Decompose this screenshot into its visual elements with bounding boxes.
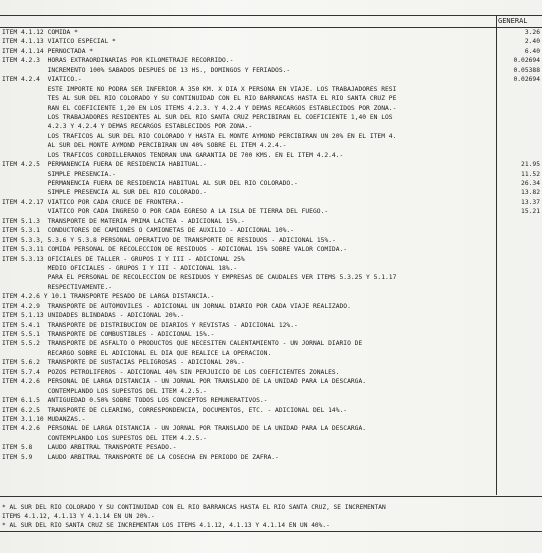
item-code: ITEM 4.2.6	[2, 425, 40, 433]
item-description: PARA EL PERSONAL DE RECOLECCION DE RESIDUOS Y EMPRESAS DE CAUDALES VER ITEMS 5.3.25 Y 5.1.17	[47, 274, 397, 282]
item-description: LAUDO ARBITRAL TRANSPORTE DE LA COSECHA EN PERIODO DE ZAFRA.-	[47, 453, 279, 461]
item-description: POZOS PETROLIFEROS - ADICIONAL 40% SIN PERJUICIO DE LOS COEFICIENTES ZONALES.	[47, 368, 340, 376]
item-description: VIATICO POR CADA CRUCE DE FRONTERA.-	[47, 198, 185, 206]
item-code: ITEM 5.9	[2, 453, 33, 461]
item-code: ITEM 4.2.6	[2, 378, 40, 386]
item-description: UNIDADES BLINDADAS - ADICIONAL 20%.-	[47, 312, 185, 320]
item-description: VIATICO ESPECIAL *	[47, 38, 116, 46]
table-row	[2, 396, 542, 405]
table-row	[2, 170, 542, 179]
table-row	[2, 66, 542, 75]
item-description: VIATICO.-	[47, 76, 82, 84]
item-description: MEDIO OFICIALES - GRUPOS I Y III - ADICIONAL 18%.-	[47, 264, 238, 272]
table-row	[2, 321, 542, 330]
item-code: ITEM 4.1.13	[2, 38, 44, 46]
item-code: ITEM 6.1.5	[2, 397, 40, 405]
table-row	[2, 434, 542, 443]
table-row	[2, 226, 542, 235]
item-description: TRANSPORTE DE SUSTACIAS PELIGROSAS - ADICIONAL 20%.-	[47, 359, 245, 367]
table-row	[2, 56, 542, 65]
footnote-line: * AL SUR DEL RIO COLORADO Y SU CONTINUIDAD CON EL RIO BARRANCAS HASTA EL RIO SANTA CRUZ, SE INCREMENTAN	[2, 504, 386, 511]
table-row	[2, 207, 542, 216]
item-code: ITEM 4.2.6 Y 10.1	[2, 293, 67, 301]
general-value: 15.21	[521, 208, 540, 216]
item-code: ITEM 5.3.3, 5.3.6 Y 5.3.8	[2, 236, 97, 244]
table-row	[2, 368, 542, 377]
item-code: ITEM 3.1.10	[2, 415, 44, 423]
item-code: ITEM 5.5.2	[2, 340, 40, 348]
table-row	[2, 151, 542, 160]
items-table	[2, 28, 542, 462]
item-description: SIMPLE PRESENCIA.-	[47, 170, 116, 178]
table-row	[2, 104, 542, 113]
general-value: 0.05388	[513, 66, 540, 74]
footnote-line: ITEMS 4.1.12, 4.1.13 Y 4.1.14 EN UN 20%.-	[2, 513, 155, 520]
table-row	[2, 377, 542, 386]
item-code: ITEM 5.1.13	[2, 312, 44, 320]
table-row	[2, 415, 542, 424]
table-row	[2, 311, 542, 320]
table-row	[2, 339, 542, 348]
item-description: COMIDA *	[47, 29, 78, 36]
table-row	[2, 443, 542, 452]
general-value: 0.02694	[513, 76, 540, 84]
table-row	[2, 132, 542, 141]
table-row	[2, 387, 542, 396]
item-description: PERNOCTADA *	[47, 47, 94, 55]
item-code: ITEM 5.8	[2, 444, 33, 452]
item-description: TRANSPORTE DE ASFALTO O PRODUCTOS QUE NECESITEN CALENTAMIENTO - UN JORNAL DIARIO DE	[47, 340, 363, 348]
item-description: TRANSPORTE DE COMBUSTIBLES - ADICIONAL 15%.-	[47, 331, 215, 338]
table-row	[2, 141, 542, 150]
item-description: LOS TRAFICOS AL SUR DEL RIO COLORADO Y HASTA EL MONTE AYMOND PERCIBIRAN UN 20% EN EL ITEM 4.	[47, 132, 397, 140]
footer-top-line	[0, 496, 542, 497]
item-description: OFICIALES DE TALLER - GRUPOS I Y III - ADICIONAL 25%	[47, 255, 245, 263]
item-code: ITEM 5.3.13	[2, 255, 44, 263]
table-row	[2, 37, 542, 46]
item-code: ITEM 5.4.1	[2, 321, 40, 329]
table-row	[2, 255, 542, 264]
table-row	[2, 330, 542, 339]
table-row	[2, 75, 542, 84]
table-row	[2, 283, 542, 292]
item-description: AL SUR DEL MONTE AYMOND PERCIBIRAN UN 40% SOBRE EL ITEM 4.2.4.-	[47, 142, 287, 150]
table-row	[2, 358, 542, 367]
item-description: TRANSPORTE PESADO DE LARGA DISTANCIA.-	[70, 293, 215, 301]
item-code: ITEM 4.2.5	[2, 161, 40, 169]
item-description: PERSONAL DE LARGA DISTANCIA - UN JORNAL POR TRANSLADO DE LA UNIDAD PARA LA DESCARGA.	[47, 425, 367, 433]
item-description: TRANSPORTE DE MATERIA PRIMA LACTEA - ADICIONAL 15%.-	[47, 217, 245, 225]
item-description: INCREMENTO 100% SABADOS DESPUES DE 13 HS., DOMINGOS Y FERIADOS.-	[47, 66, 291, 74]
table-row	[2, 113, 542, 122]
footnotes-block	[2, 503, 492, 530]
item-description: RESPECTIVAMENTE.-	[47, 283, 113, 291]
general-column-header: GENERAL	[498, 17, 528, 25]
general-value: 11.52	[521, 170, 540, 178]
item-description: CONDUCTORES DE CAMIONES O CAMIONETAS DE AUXILIO - ADICIONAL 10%.-	[47, 227, 295, 235]
item-description: LOS TRABAJADORES RESIDENTES AL SUR DEL RIO SANTA CRUZ PERCIBIRAN EL COEFICIENTE 1,40 EN LOS	[47, 113, 393, 121]
table-row	[2, 122, 542, 131]
table-row	[2, 217, 542, 226]
general-value: 6.40	[524, 47, 540, 55]
item-description: ANTIGUEDAD 0.50% SOBRE TODOS LOS CONCEPTOS REMUNERATIVOS.-	[47, 397, 268, 405]
table-row	[2, 406, 542, 415]
table-row	[2, 236, 542, 245]
table-row	[2, 47, 542, 56]
general-value: 2.40	[524, 38, 540, 46]
item-description: TRANSPORTE DE DISTRIBUCION DE DIARIOS Y REVISTAS - ADICIONAL 12%.-	[47, 321, 298, 329]
table-row	[2, 292, 542, 301]
table-row	[2, 94, 542, 103]
item-code: ITEM 5.5.1	[2, 331, 40, 338]
item-description: PERSONAL DE LARGA DISTANCIA - UN JORNAL POR TRANSLADO DE LA UNIDAD PARA LA DESCARGA.	[47, 378, 367, 386]
item-code: ITEM 4.2.9	[2, 302, 40, 310]
item-description: SIMPLE PRESENCIA AL SUR DEL RIO COLORADO.-	[47, 189, 207, 197]
item-description: RECARGO SOBRE EL ADICIONAL EL DIA QUE REALICE LA OPERACION.	[47, 349, 272, 357]
top-border-line	[0, 15, 542, 16]
item-code: ITEM 4.2.17	[2, 198, 44, 206]
item-description: 4.2.3 Y 4.2.4 Y DEMAS RECARGOS ESTABLECIDOS POR ZONA.-	[47, 123, 253, 131]
footer-bottom-line	[0, 531, 542, 532]
item-description: CONTEMPLANDO LOS SUPESTOS DEL ITEM 4.2.5.-	[47, 387, 207, 395]
item-description: CONTEMPLANDO LOS SUPESTOS DEL ITEM 4.2.5.-	[47, 434, 207, 442]
item-code: ITEM 4.1.14	[2, 47, 44, 55]
table-row	[2, 85, 542, 94]
item-description: COMIDA PERSONAL DE RECOLECCION DE RESIDUOS - ADICIONAL 15% SOBRE VALOR COMIDA.-	[47, 246, 348, 254]
table-row	[2, 188, 542, 197]
general-value: 3.26	[524, 29, 540, 36]
general-value: 13.82	[521, 189, 540, 197]
item-code: ITEM 6.2.5	[2, 406, 40, 414]
item-description: PERMANENCIA FUERA DE RESIDENCIA HABITUAL AL SUR DEL RIO COLORADO.-	[47, 180, 298, 187]
table-row	[2, 264, 542, 273]
item-description: TRANSPORTE DE CLEARING, CORRESPONDENCIA, DOCUMENTOS, ETC. - ADICIONAL DEL 14%.-	[47, 406, 348, 414]
table-row	[2, 245, 542, 254]
item-code: ITEM 5.1.3	[2, 217, 40, 225]
item-description: PERMANENCIA FUERA DE RESIDENCIA HABITUAL.-	[47, 161, 207, 169]
item-description: PERSONAL OPERATIVO DE TRANSPORTE DE RESIDUOS - ADICIONAL 15%.-	[100, 236, 336, 244]
item-description: LAUDO ARBITRAL TRANSPORTE PESADO.-	[47, 444, 177, 452]
item-description: HORAS EXTRAORDINARIAS POR KILOMETRAJE RECORRIDO.-	[47, 57, 234, 65]
item-code: ITEM 5.3.1	[2, 227, 40, 235]
item-description: MUDANZAS.-	[47, 415, 86, 423]
table-row	[2, 424, 542, 433]
table-row	[2, 198, 542, 207]
item-description: LOS TRAFICOS CORDILLERANOS TENDRAN UNA GARANTIA DE 700 KMS. EN EL ITEM 4.2.4.-	[47, 151, 344, 159]
item-description: VIATICO POR CADA INGRESO O POR CADA EGRESO A LA ISLA DE TIERRA DEL FUEGO.-	[47, 208, 329, 216]
table-row	[2, 273, 542, 282]
table-row	[2, 302, 542, 311]
general-value: 0.02694	[513, 57, 540, 65]
item-code: ITEM 4.2.3	[2, 57, 40, 65]
item-code: ITEM 5.7.4	[2, 368, 40, 376]
table-row	[2, 179, 542, 188]
table-row	[2, 160, 542, 169]
footnote-line: * AL SUR DEL RIO SANTA CRUZ SE INCREMENTAN LOS ITEMS 4.1.12, 4.1.13 Y 4.1.14 EN UN 40%.-	[2, 522, 330, 529]
general-value: 21.95	[521, 161, 540, 169]
item-code: ITEM 4.2.4	[2, 76, 40, 84]
general-value: 26.34	[521, 180, 540, 187]
item-description: RAN EL COEFICIENTE 1,20 EN LOS ITEMS 4.2.3. Y 4.2.4 Y DEMAS RECARGOS ESTABLECIDOS POR ZONA.-	[47, 104, 397, 112]
table-row	[2, 453, 542, 462]
item-code: ITEM 5.6.2	[2, 359, 40, 367]
item-code: ITEM 5.3.11	[2, 246, 44, 254]
item-description: TES AL SUR DEL RIO COLORADO Y SU CONTINUIDAD CON EL RIO BARRANCAS HASTA EL RIO SANTA CRUZ PE	[47, 95, 397, 103]
table-row	[2, 349, 542, 358]
general-value: 13.37	[521, 198, 540, 206]
item-description: TRANSPORTE DE AUTOMOVILES - ADICIONAL UN JORNAL DIARIO POR CADA VIAJE REALIZADO.	[47, 302, 351, 310]
table-row	[2, 28, 542, 37]
item-code: ITEM 4.1.12	[2, 29, 44, 36]
item-description: ESTE IMPORTE NO PODRA SER INFERIOR A 350 KM. X DIA X PERSONA EN VIAJE. LOS TRABAJADORES RESI	[47, 85, 397, 93]
